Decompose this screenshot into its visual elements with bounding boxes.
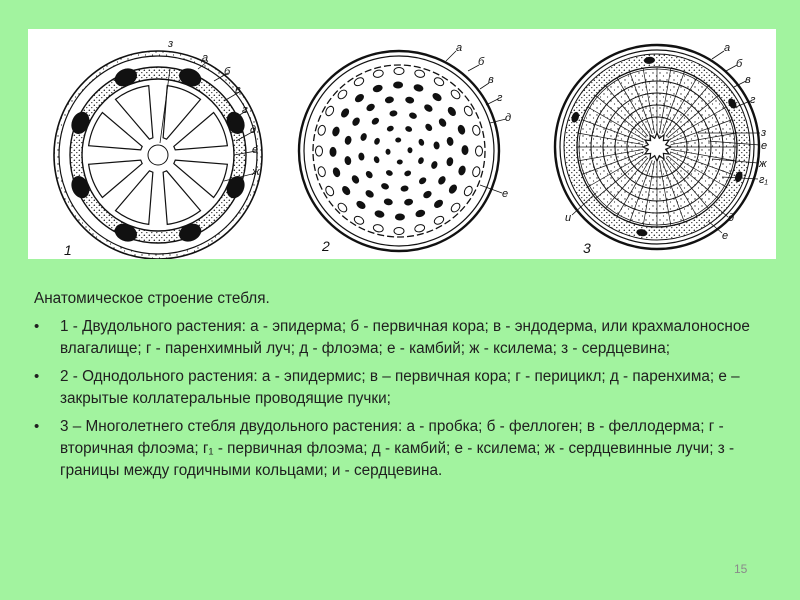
label-3-z: з xyxy=(761,127,767,139)
label-2-e: е xyxy=(502,188,509,200)
vascular-bundle xyxy=(396,138,401,142)
diagram-1-dicot-stem xyxy=(54,51,262,259)
label-3-v: в xyxy=(745,74,751,86)
vascular-bundle xyxy=(390,110,398,116)
vascular-bundle xyxy=(394,228,404,235)
label-3-d: д xyxy=(728,212,735,224)
label-1-a: а xyxy=(202,52,209,64)
label-1-g: г xyxy=(242,104,248,116)
label-1-e: е xyxy=(252,144,259,156)
vascular-bundle xyxy=(434,142,440,150)
vascular-bundle xyxy=(408,148,412,153)
vascular-bundle xyxy=(358,153,364,161)
vascular-bundle xyxy=(316,146,323,156)
vascular-bundle xyxy=(386,149,390,154)
vascular-bundle xyxy=(394,68,404,75)
vascular-bundle xyxy=(397,160,402,164)
vascular-bundle xyxy=(330,147,336,156)
caption-title: Анатомическое строение стебля. xyxy=(34,290,270,307)
label-3-g: г xyxy=(750,94,756,106)
vascular-bundle xyxy=(394,82,403,88)
label-2-g: г xyxy=(497,92,503,104)
vascular-bundle xyxy=(462,146,468,155)
diagram-number-2: 2 xyxy=(322,238,330,254)
phloem-patch xyxy=(644,57,654,64)
diagram-number-1: 1 xyxy=(64,242,72,258)
diagram-number-3: 3 xyxy=(583,240,591,256)
label-3-e-top: е xyxy=(761,140,768,152)
label-3-zh: ж xyxy=(759,158,767,170)
label-3-i: и xyxy=(565,212,572,224)
caption-item-3: • 3 – Многолетнего стебля двудольного растения: а - пробка; б - феллоген; в - феллодерма; г - вторичная флоэма; г₁ - первичная флоэма; д - камбий; е - ксилема; ж - сердцевинные лучи; з - границы между годичными кольцами; и - сердцевина. xyxy=(34,416,774,482)
caption-block xyxy=(34,288,774,488)
caption-item-1: • 1 - Двудольного растения: а - эпидерма; б - первичная кора; в - эндодерма, или крахмалоносное влагалище; г - паренхимный луч; д - флоэма; е - камбий; ж - ксилема; з - сердцевина; xyxy=(34,316,774,360)
vascular-bundle xyxy=(395,214,404,220)
page-number: 15 xyxy=(734,562,748,576)
label-2-v: в xyxy=(488,74,494,86)
label-3-b: б xyxy=(736,58,743,70)
label-3-g1: г₁ xyxy=(759,174,768,186)
vascular-bundle xyxy=(401,186,409,192)
caption-list xyxy=(34,316,774,482)
label-1-d: д xyxy=(250,124,257,136)
label-3-e: е xyxy=(722,230,729,242)
label-1-v: в xyxy=(235,84,241,96)
label-1-z: з xyxy=(168,38,174,50)
diagram-2-monocot-stem xyxy=(299,51,499,251)
label-1-b: б xyxy=(224,66,231,78)
label-2-d: д xyxy=(505,112,512,124)
vascular-bundle xyxy=(476,146,483,156)
stem-anatomy-figure xyxy=(28,29,776,259)
label-2-b: б xyxy=(478,56,485,68)
label-3-a: а xyxy=(724,42,731,54)
caption-item-2: • 2 - Однодольного растения: а - эпидермис; в – первичная кора; г - перицикл; д - паренхима; е – закрытые коллатеральные проводящие пучки; xyxy=(34,366,774,410)
label-1-zh: ж xyxy=(252,166,260,178)
label-2-a: а xyxy=(456,42,463,54)
